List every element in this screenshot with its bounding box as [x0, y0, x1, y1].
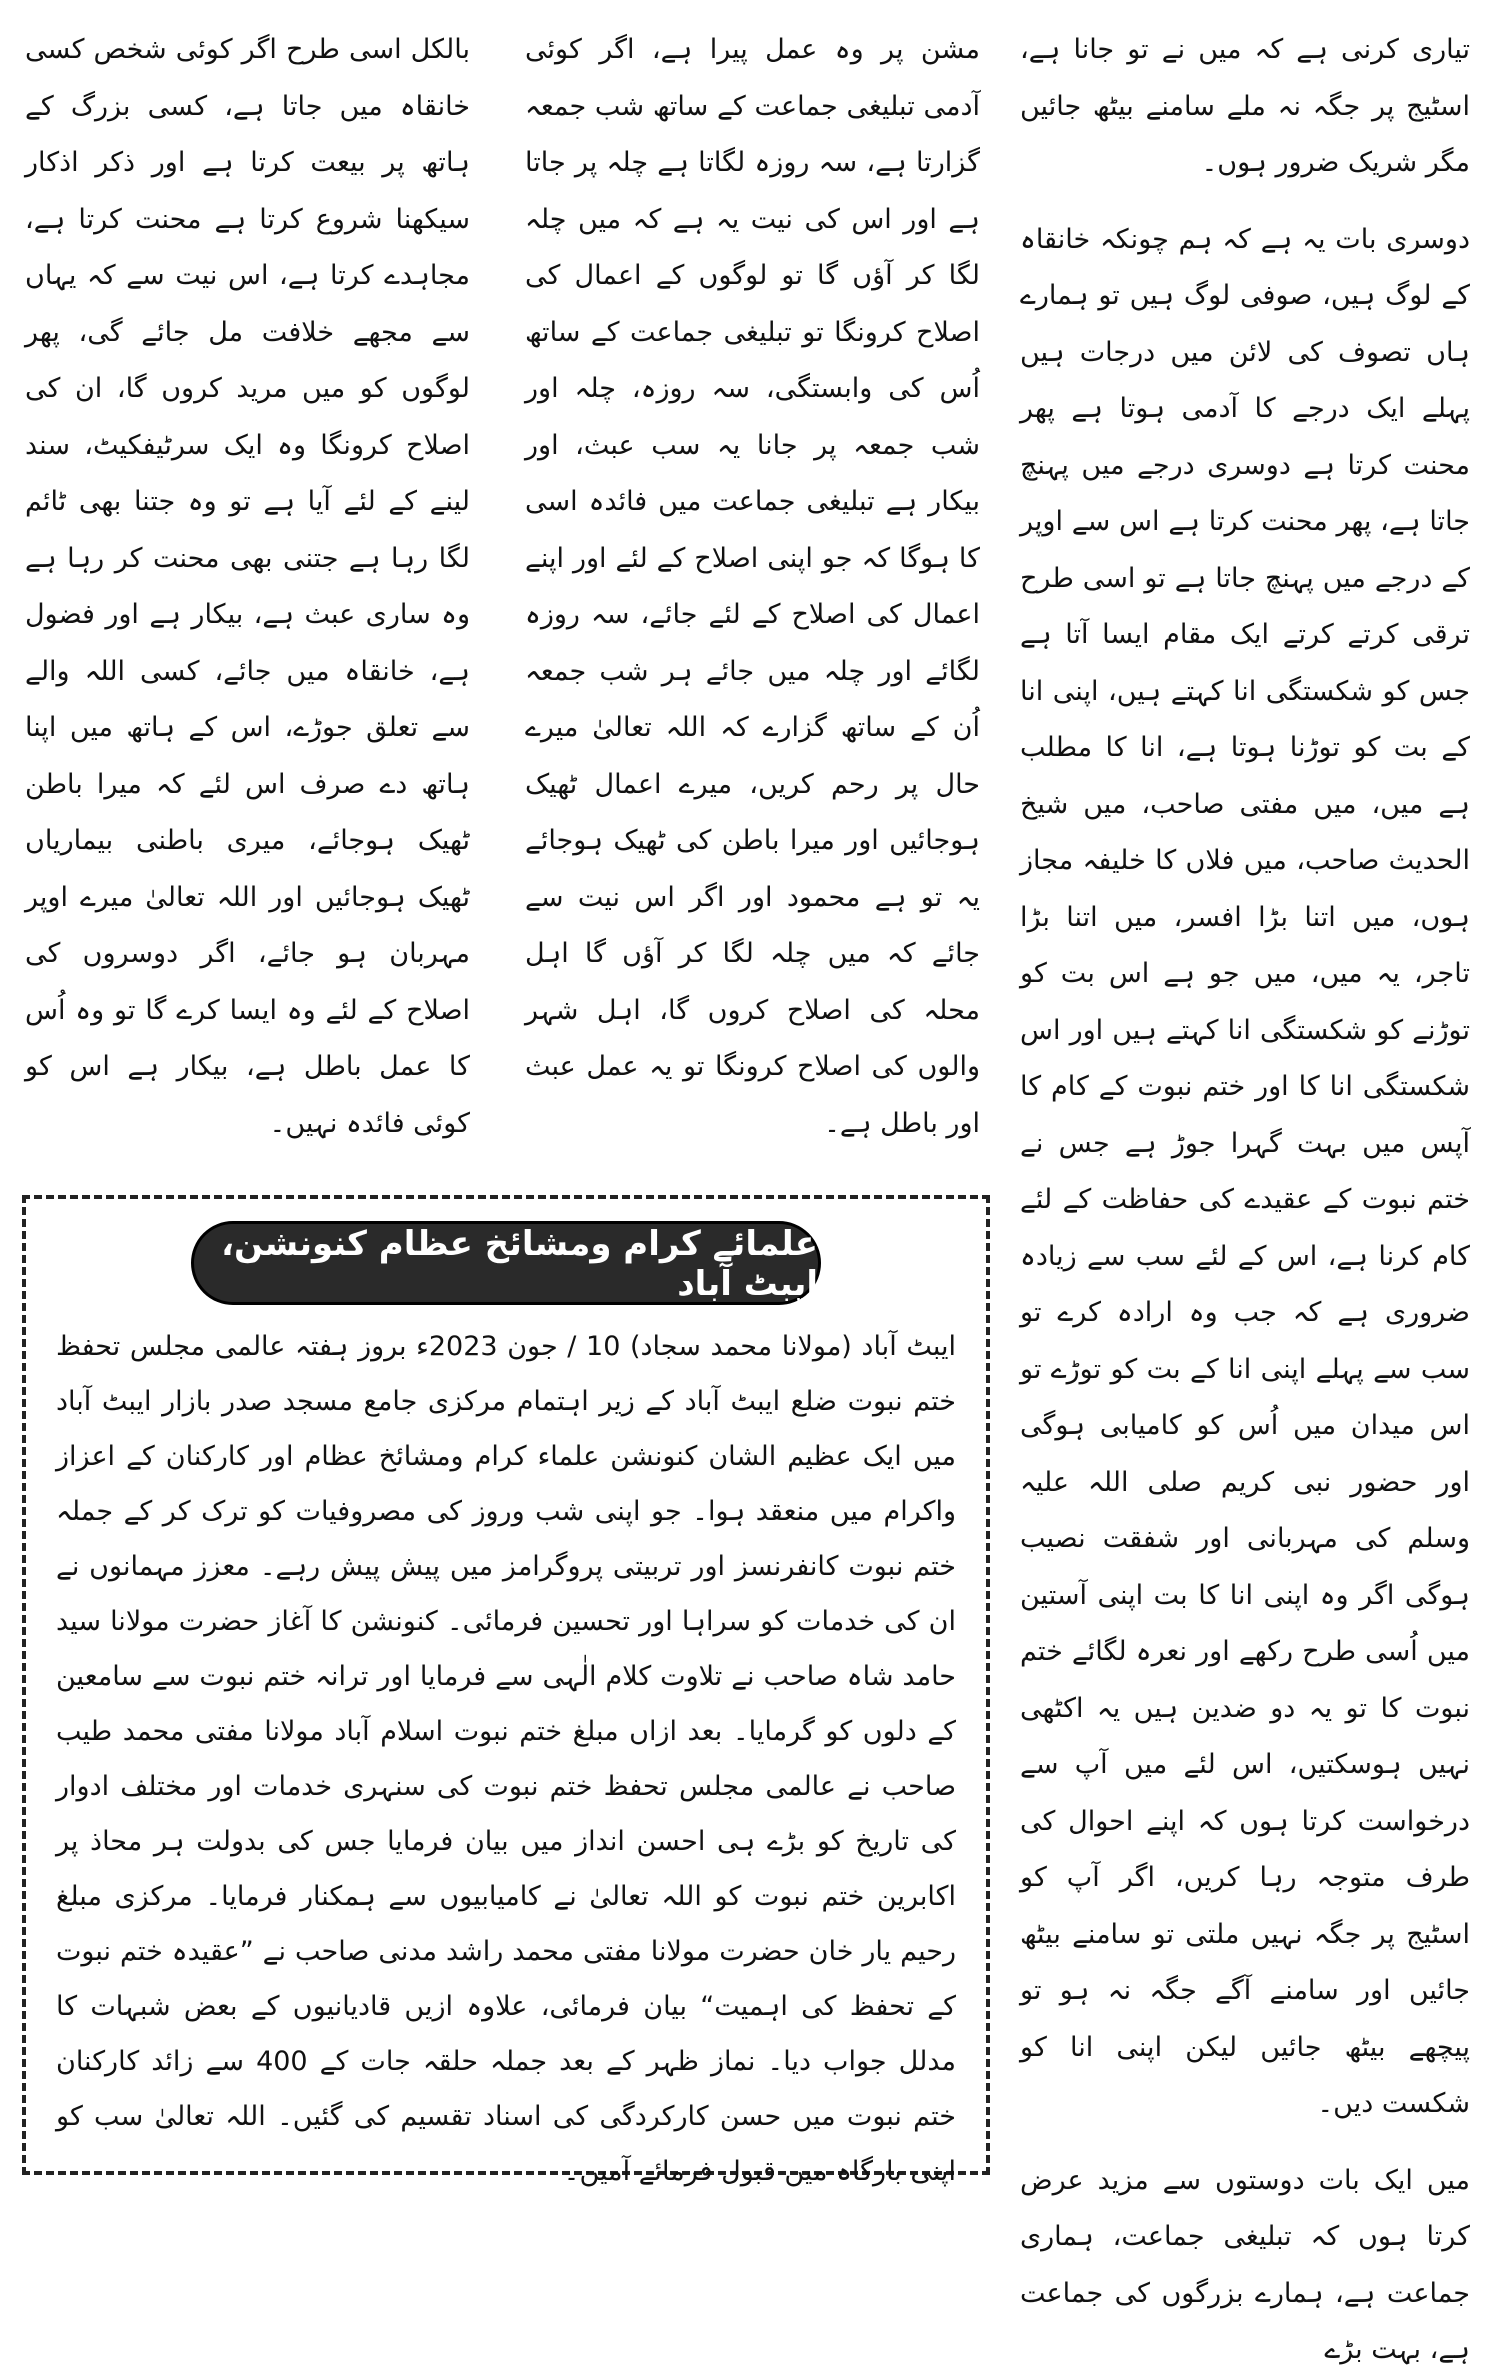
paragraph: دوسری بات یہ ہے کہ ہم چونکہ خانقاہ کے لوگ ہیں، صوفی لوگ ہیں تو ہمارے ہاں تصوف کی لائن میں درجات ہیں پہلے ایک درجے کا آدمی ہوتا ہے پھر محنت کرتا ہے دوسری درجے میں پہنچ جاتا ہے، پھر محنت کرتا ہے اس سے اوپر کے درجے میں پہنچ جاتا ہے تو اسی طرح ترقی کرتے کرتے ایک مقام ایسا آتا ہے جس کو شکستگی انا کہتے ہیں، اپنی انا کے بت کو توڑنا ہوتا ہے، انا کا مطلب ہے میں، میں مفتی صاحب، میں شیخ الحدیث صاحب، میں فلاں کا خلیفہ مجاز ہوں، میں اتنا بڑا افسر، میں اتنا بڑا تاجر، یہ میں، میں جو ہے اس بت کو توڑنے کو شکستگی انا کہتے ہیں اور اس شکستگی انا کا اور ختم نبوت کے کام کا آپس میں بہت گہرا جوڑ ہے جس نے ختم نبوت کے عقیدے کی حفاظت کے لئے کام کرنا ہے، اس کے لئے سب سے زیادہ ضروری ہے کہ جب وہ ارادہ کرے تو سب سے پہلے اپنی انا کے بت کو توڑے تو اس میدان میں اُس کو کامیابی ہوگی اور حضور نبی کریم صلی اللہ علیہ وسلم کی مہربانی اور شفقت نصیب ہوگی اگر وہ اپنی انا کا بت اپنی آستین میں اُسی طرح رکھے اور نعرہ لگائے ختم نبوت کا تو یہ دو ضدین ہیں یہ اکٹھی نہیں ہوسکتیں، اس لئے میں آپ سے درخواست کرتا ہوں کہ اپنے احوال کی طرف متوجہ رہا کریں، اگر آپ کو اسٹیج پر جگہ نہیں ملتی تو سامنے بیٹھ جائیں اور سامنے آگے جگہ نہ ہو تو پیچھے بیٹھ جائیں لیکن اپنی انا کو شکست دیں۔ [1020, 223, 1470, 2119]
column-left [25, 22, 470, 1172]
paragraph: مشن پر وہ عمل پیرا ہے، اگر کوئی آدمی تبلیغی جماعت کے ساتھ شب جمعہ گزارتا ہے، سہ روزہ لگاتا ہے چلہ پر جاتا ہے اور اس کی نیت یہ ہے کہ میں چلہ لگا کر آؤں گا تو لوگوں کے اعمال کی اصلاح کرونگا تو تبلیغی جماعت کے ساتھ اُس کی وابستگی، سہ روزہ، چلہ اور شب جمعہ پر جانا یہ سب عبث، اور بیکار ہے تبلیغی جماعت میں فائدہ اسی کا ہوگا کہ جو اپنی اصلاح کے لئے اور اپنے اعمال کی اصلاح کے لئے جائے، سہ روزہ لگائے اور چلہ میں جائے ہر شب جمعہ اُن کے ساتھ گزارے کہ اللہ تعالیٰ میرے حال پر رحم کریں، میرے اعمال ٹھیک ہوجائیں اور میرا باطن کی ٹھیک ہوجائے یہ تو ہے محمود اور اگر اس نیت سے جائے کہ میں چلہ لگا کر آؤں گا اہل محلہ کی اصلاح کروں گا، اہل شہر والوں کی اصلاح کرونگا تو یہ عمل عبث اور باطل ہے۔ [525, 34, 980, 1139]
news-box [22, 1195, 990, 2187]
news-box-title: علمائے کرام ومشائخ عظام کنونشن، ایبٹ آباد [191, 1221, 821, 1305]
paragraph: بالکل اسی طرح اگر کوئی شخص کسی خانقاہ میں جاتا ہے، کسی بزرگ کے ہاتھ پر بیعت کرتا ہے اور ذکر اذکار سیکھنا شروع کرتا ہے محنت کرتا ہے، مجاہدے کرتا ہے، اس نیت سے کہ یہاں سے مجھے خلافت مل جائے گی، پھر لوگوں کو میں مرید کروں گا، ان کی اصلاح کرونگا وہ ایک سرٹیفکیٹ، سند لینے کے لئے آیا ہے تو وہ جتنا بھی ٹائم لگا رہا ہے جتنی بھی محنت کر رہا ہے وہ ساری عبث ہے، بیکار ہے اور فضول ہے، خانقاہ میں جائے، کسی اللہ والے سے تعلق جوڑے، اس کے ہاتھ میں اپنا ہاتھ دے صرف اس لئے کہ میرا باطن ٹھیک ہوجائے، میری باطنی بیماریاں ٹھیک ہوجائیں اور اللہ تعالیٰ میرے اوپر مہربان ہو جائے، اگر دوسروں کی اصلاح کے لئے وہ ایسا کرے گا تو وہ اُس کا عمل باطل ہے، بیکار ہے اس کو کوئی فائدہ نہیں۔ [25, 34, 470, 1139]
column-right [1020, 22, 1470, 2365]
paragraph: تیاری کرنی ہے کہ میں نے تو جانا ہے، اسٹیج پر جگہ نہ ملے سامنے بیٹھ جائیں مگر شریک ضرور ہوں۔ [1020, 34, 1470, 178]
paragraph: میں ایک بات دوستوں سے مزید عرض کرتا ہوں کہ تبلیغی جماعت، ہماری جماعت ہے، ہمارے بزرگوں کی جماعت ہے، بہت بڑے [1020, 2164, 1470, 2365]
column-middle [525, 22, 980, 1172]
news-box-text: ایبٹ آباد (مولانا محمد سجاد) 10 / جون 2023ء بروز ہفتہ عالمی مجلس تحفظ ختم نبوت ضلع ایبٹ آباد کے زیر اہتمام مرکزی جامع مسجد صدر بازار ایبٹ آباد میں ایک عظیم الشان کنونشن علماء کرام ومشائخ عظام اور کارکنان کے اعزاز واکرام میں منعقد ہوا۔ جو اپنی شب وروز کی مصروفیات کو ترک کر کے جملہ ختم نبوت کانفرنسز اور تربیتی پروگرامز میں پیش پیش رہے۔ معزز مہمانوں نے ان کی خدمات کو سراہا اور تحسین فرمائی۔ کنونشن کا آغاز حضرت مولانا سید حامد شاہ صاحب نے تلاوت کلام الٰہی سے فرمایا اور ترانہ ختم نبوت سے سامعین کے دلوں کو گرمایا۔ بعد ازاں مبلغ ختم نبوت اسلام آباد مولانا مفتی محمد طیب صاحب نے عالمی مجلس تحفظ ختم نبوت کی سنہری خدمات اور مختلف ادوار کی تاریخ کو بڑے ہی احسن انداز میں بیان فرمایا جس کی بدولت ہر محاذ پر اکابرین ختم نبوت کو اللہ تعالیٰ نے کامیابیوں سے ہمکنار فرمایا۔ مرکزی مبلغ رحیم یار خان حضرت مولانا مفتی محمد راشد مدنی صاحب نے ”عقیدہ ختم نبوت کے تحفظ کی اہمیت“ بیان فرمائی، علاوہ ازیں قادیانیوں کے بعض شبہات کا مدلل جواب دیا۔ نماز ظہر کے بعد جملہ حلقہ جات کے 400 سے زائد کارکنان ختم نبوت میں حسن کارکردگی کی اسناد تقسیم کی گئیں۔ اللہ تعالیٰ سب کو اپنی بارگاہ میں قبول فرمائے آمین۔ [56, 1331, 956, 2187]
news-box-body [56, 1319, 956, 2187]
